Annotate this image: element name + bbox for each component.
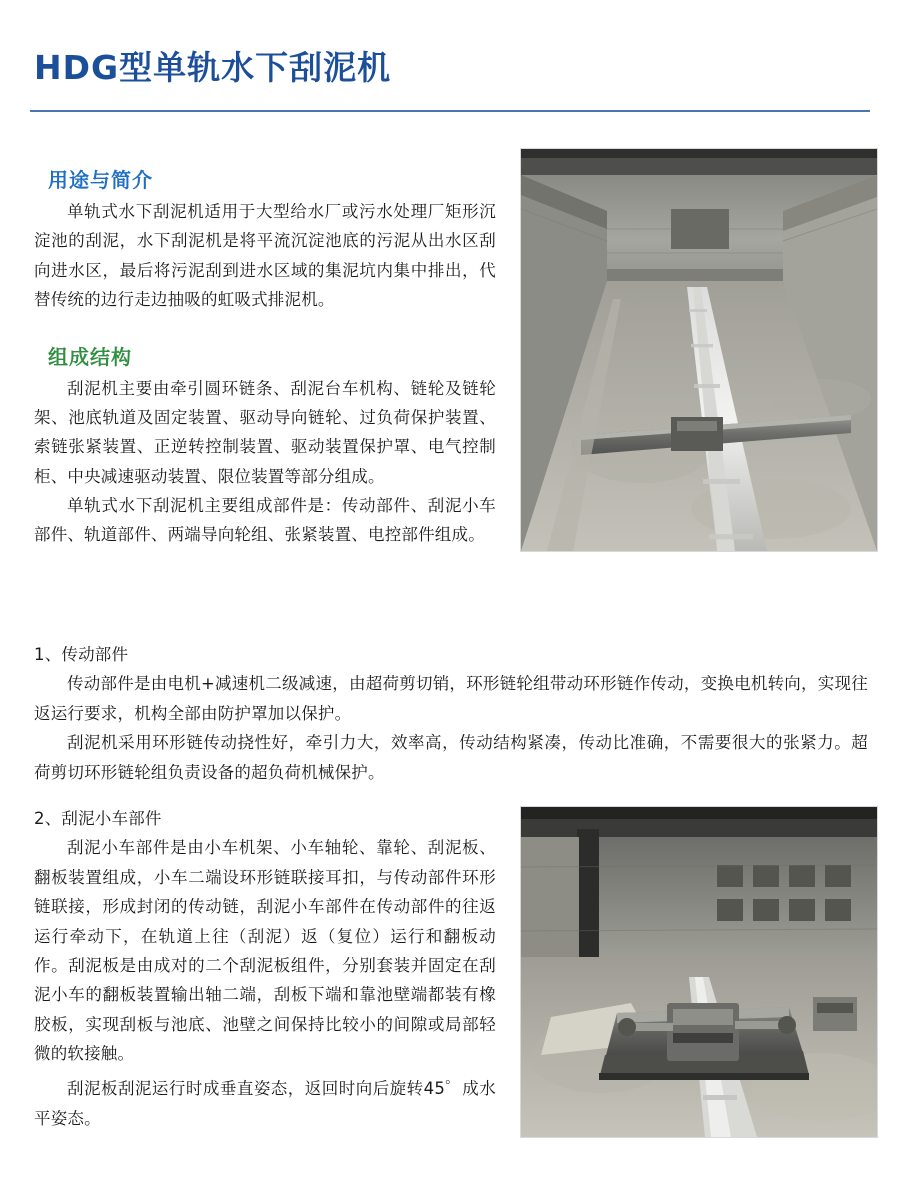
structure-paragraph-1: 刮泥机主要由牵引圆环链条、刮泥台车机构、链轮及链轮架、池底轨道及固定装置、驱动导向链轮、过负荷保护装置、索链张紧装置、正逆转控制装置、驱动装置保护罩、电气控制柜、中央减速驱动装置、限位装置等部分组成。 <box>34 378 496 486</box>
structure-paragraph-2: 单轨式水下刮泥机主要组成部件是：传动部件、刮泥小车部件、轨道部件、两端导向轮组、张紧装置、电控部件组成。 <box>34 495 496 545</box>
page-title: HDG型单轨水下刮泥机 <box>34 48 392 88</box>
item-2-block <box>26 798 506 1133</box>
photo-1-graphic <box>521 149 877 551</box>
item-2-label: 2、刮泥小车部件 <box>34 809 162 829</box>
item-1-paragraph-1: 传动部件是由电机+减速机二级减速，由超荷剪切销，环形链轮组带动环形链作传动，变换电机转向，实现往返运行要求，机构全部由防护罩加以保护。 <box>34 674 868 723</box>
title-divider <box>30 110 870 112</box>
item-1-paragraph-2: 刮泥机采用环形链传动挠性好，牵引力大，效率高，传动结构紧凑，传动比准确，不需要很大的张紧力。超荷剪切环形链轮组负责设备的超负荷机械保护。 <box>34 733 868 782</box>
scraper-trolley-photo <box>520 806 878 1138</box>
section-heading-structure: 组成结构 <box>48 344 132 369</box>
intro-column <box>26 148 506 550</box>
purpose-paragraph-1: 单轨式水下刮泥机适用于大型给水厂或污水处理厂矩形沉淀池的刮泥，水下刮泥机是将平流沉淀池底的污泥从出水区刮向进水区，最后将污泥刮到进水区域的集泥坑内集中排出，代替传统的边行走边抽吸的虹吸式排泥机。 <box>34 202 496 310</box>
sedimentation-tank-rail-photo <box>520 148 878 552</box>
section-heading-purpose: 用途与简介 <box>48 168 153 193</box>
item-2-paragraph-1: 刮泥小车部件是由小车机架、小车轴轮、靠轮、刮泥板、翻板装置组成，小车二端设环形链联接耳扣，与传动部件环形链联接，形成封闭的传动链，刮泥小车部件在传动部件的往返运行牵动下，在轨道上往（刮泥）返（复位）运行和翻板动作。刮泥板是由成对的二个刮泥板组件，分别套装并固定在刮泥小车的翻板装置输出轴二端，刮板下端和靠池壁端都装有橡胶板，实现刮板与池底、池壁之间保持比较小的间隙或局部轻微的软接触。 <box>34 838 496 1063</box>
item-1-label: 1、传动部件 <box>34 645 129 665</box>
document-page <box>0 22 900 1185</box>
item-1-block <box>26 634 874 787</box>
photo-2-graphic <box>521 807 877 1137</box>
item-2-paragraph-2: 刮泥板刮泥运行时成垂直姿态，返回时向后旋转45゜成水平姿态。 <box>34 1079 496 1128</box>
